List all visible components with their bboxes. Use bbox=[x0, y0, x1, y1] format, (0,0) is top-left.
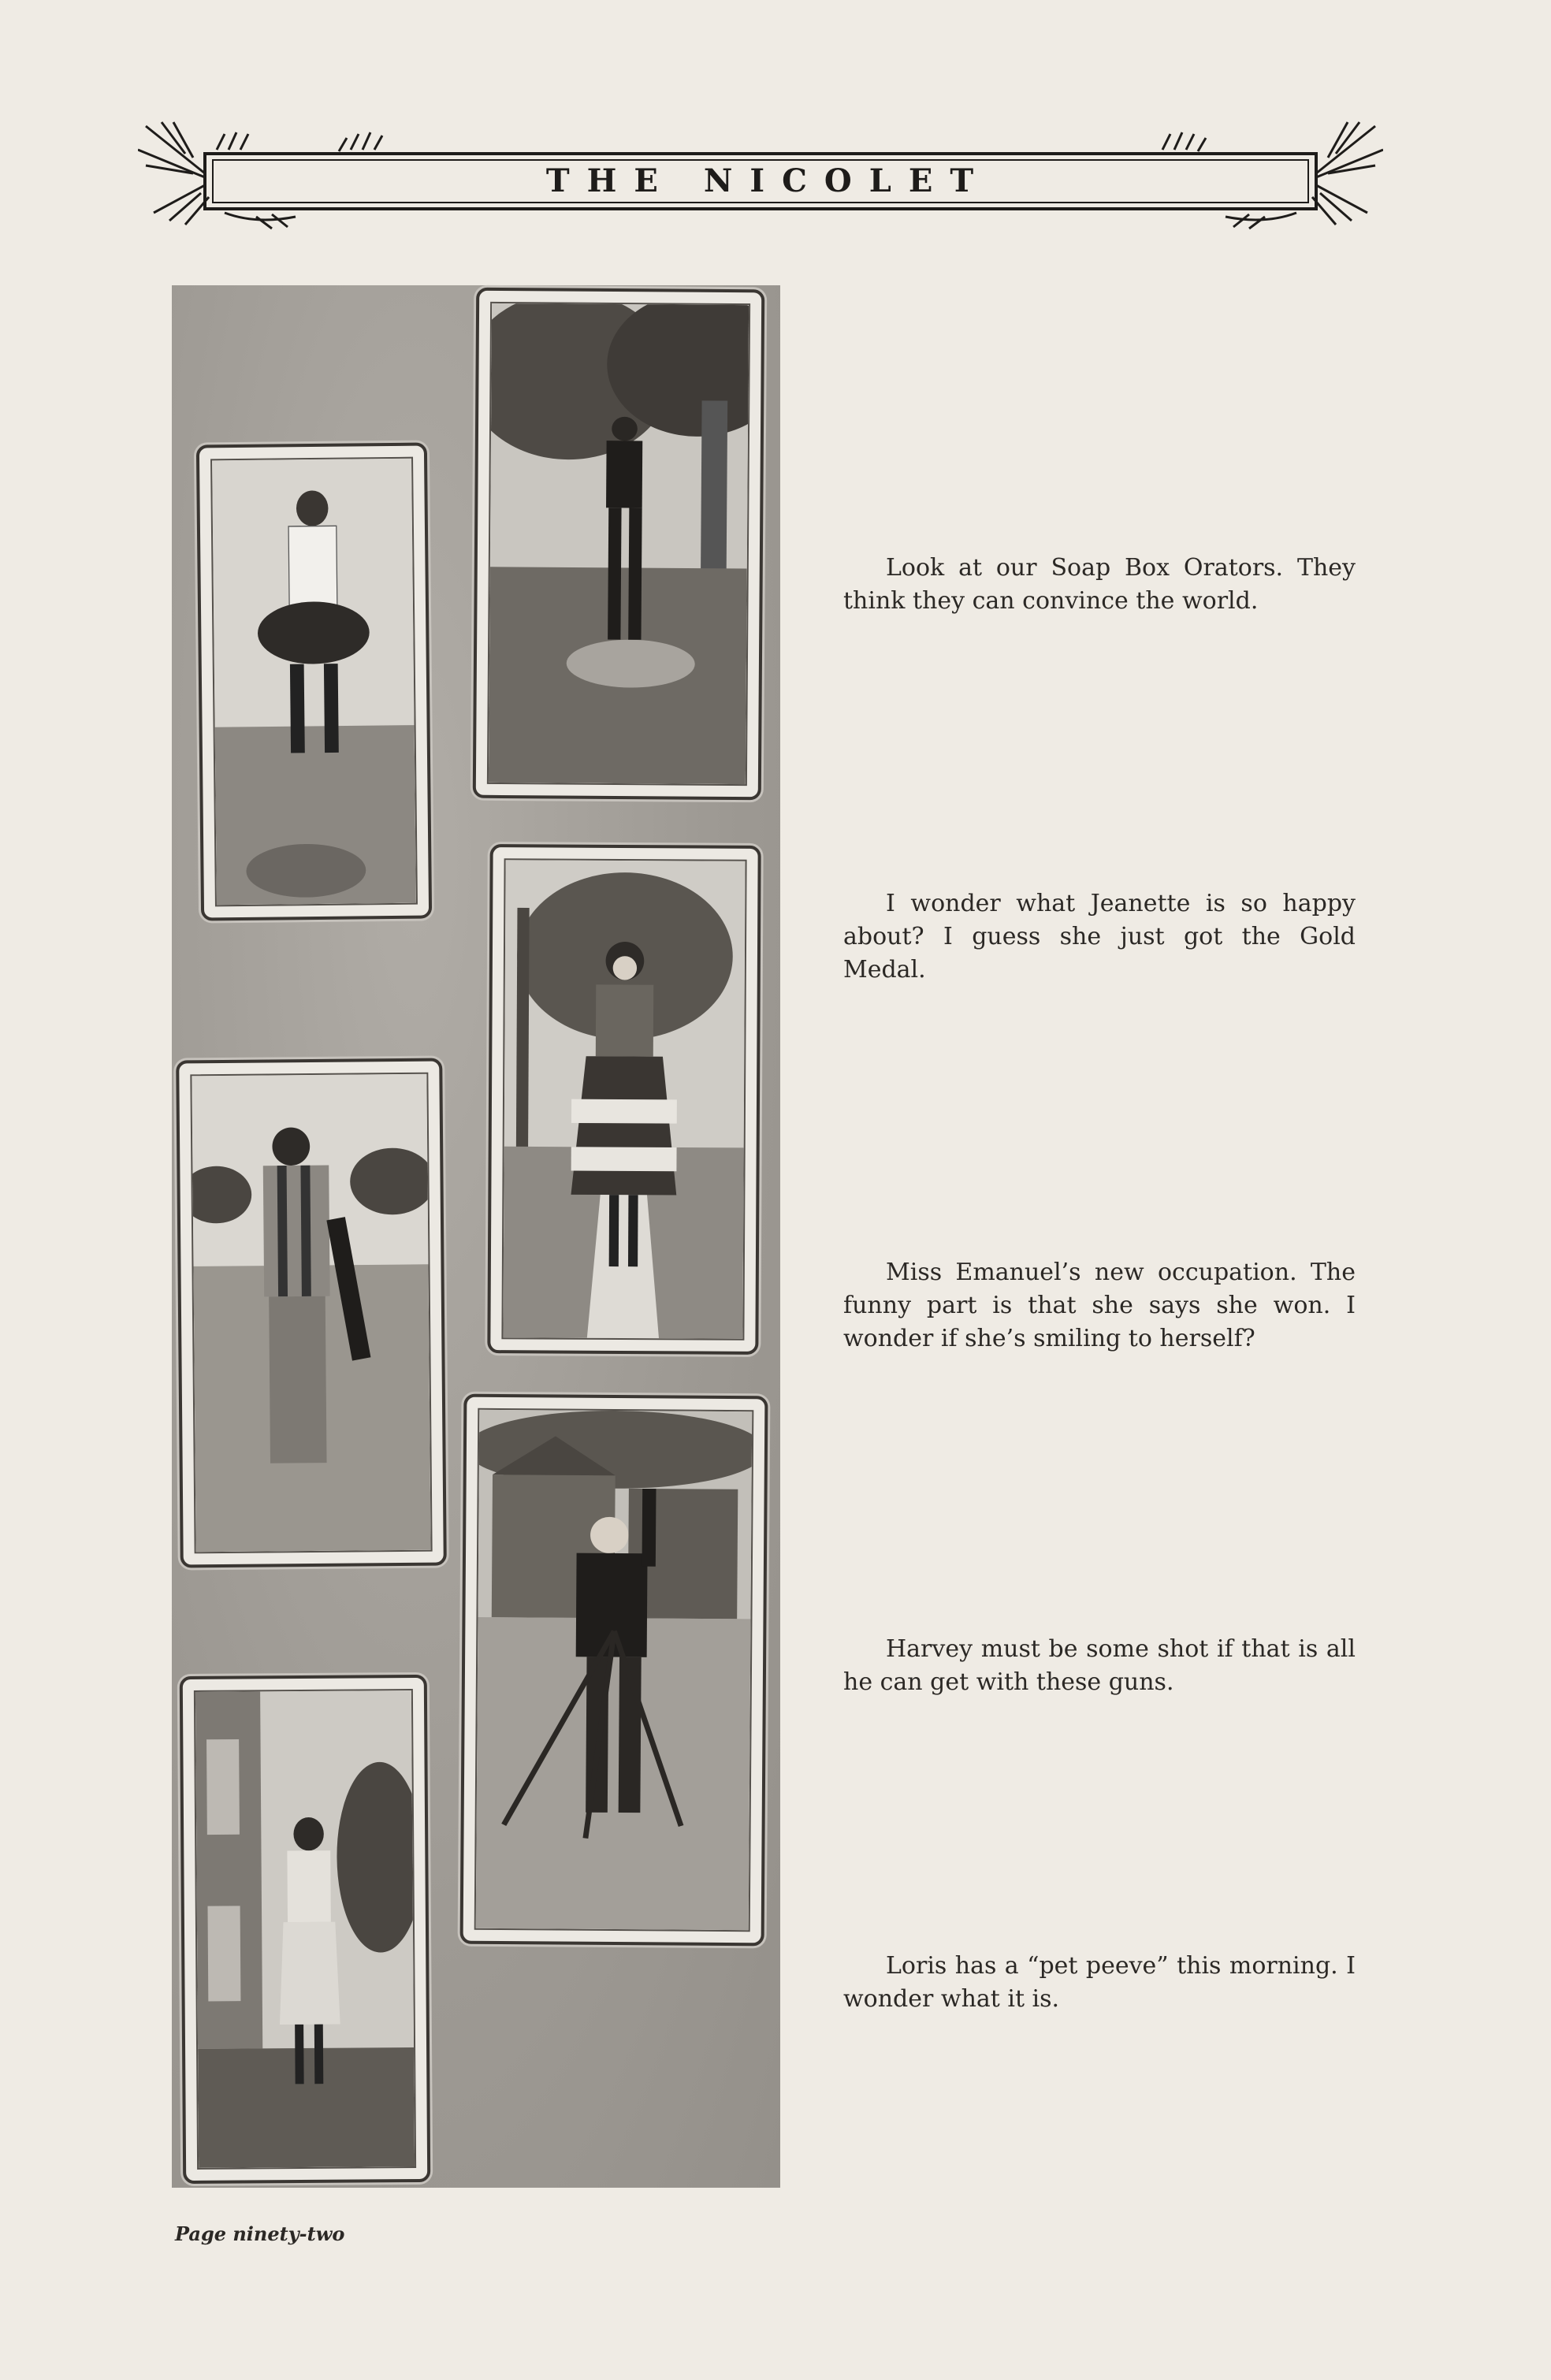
page-number: Page ninety-two bbox=[175, 2222, 345, 2245]
caption-miss-emanuel bbox=[843, 1256, 1356, 1355]
photo-miss-emanuel-image bbox=[190, 1073, 432, 1554]
caption-text: Loris has a “pet peeve” this morning. I wonder what it is. bbox=[843, 1952, 1356, 2013]
caption-loris bbox=[843, 1950, 1356, 2016]
photo-orator-on-rock bbox=[473, 288, 765, 801]
photo-harvey-guns-image bbox=[474, 1408, 754, 1932]
photo-girl-bloomers bbox=[196, 442, 432, 920]
photo-jeanette-smiling-image bbox=[501, 858, 746, 1341]
page-header bbox=[138, 118, 1383, 236]
photo-harvey-guns bbox=[460, 1394, 768, 1947]
caption-soap-box-orators bbox=[843, 552, 1356, 618]
photo-loris bbox=[180, 1675, 430, 2184]
caption-text: I wonder what Jeanette is so happy about? I guess she just got the Gold Medal. bbox=[843, 890, 1356, 984]
caption-harvey bbox=[843, 1633, 1356, 1699]
page-title: THE NICOLET bbox=[545, 162, 991, 199]
photo-orator-on-rock-image bbox=[487, 302, 750, 786]
photo-miss-emanuel bbox=[176, 1058, 447, 1568]
caption-text: Miss Emanuel’s new occupation. The funny part is that she says she won. I wonder if she’s smiling to herself? bbox=[843, 1259, 1356, 1352]
caption-text: Harvey must be some shot if that is all he can get with these guns. bbox=[843, 1635, 1356, 1696]
photo-girl-bloomers-image bbox=[210, 457, 418, 907]
caption-jeanette bbox=[843, 887, 1356, 987]
photo-loris-image bbox=[194, 1689, 416, 2170]
caption-text: Look at our Soap Box Orators. They think they can convince the world. bbox=[843, 554, 1356, 615]
photo-jeanette-smiling bbox=[487, 844, 761, 1355]
